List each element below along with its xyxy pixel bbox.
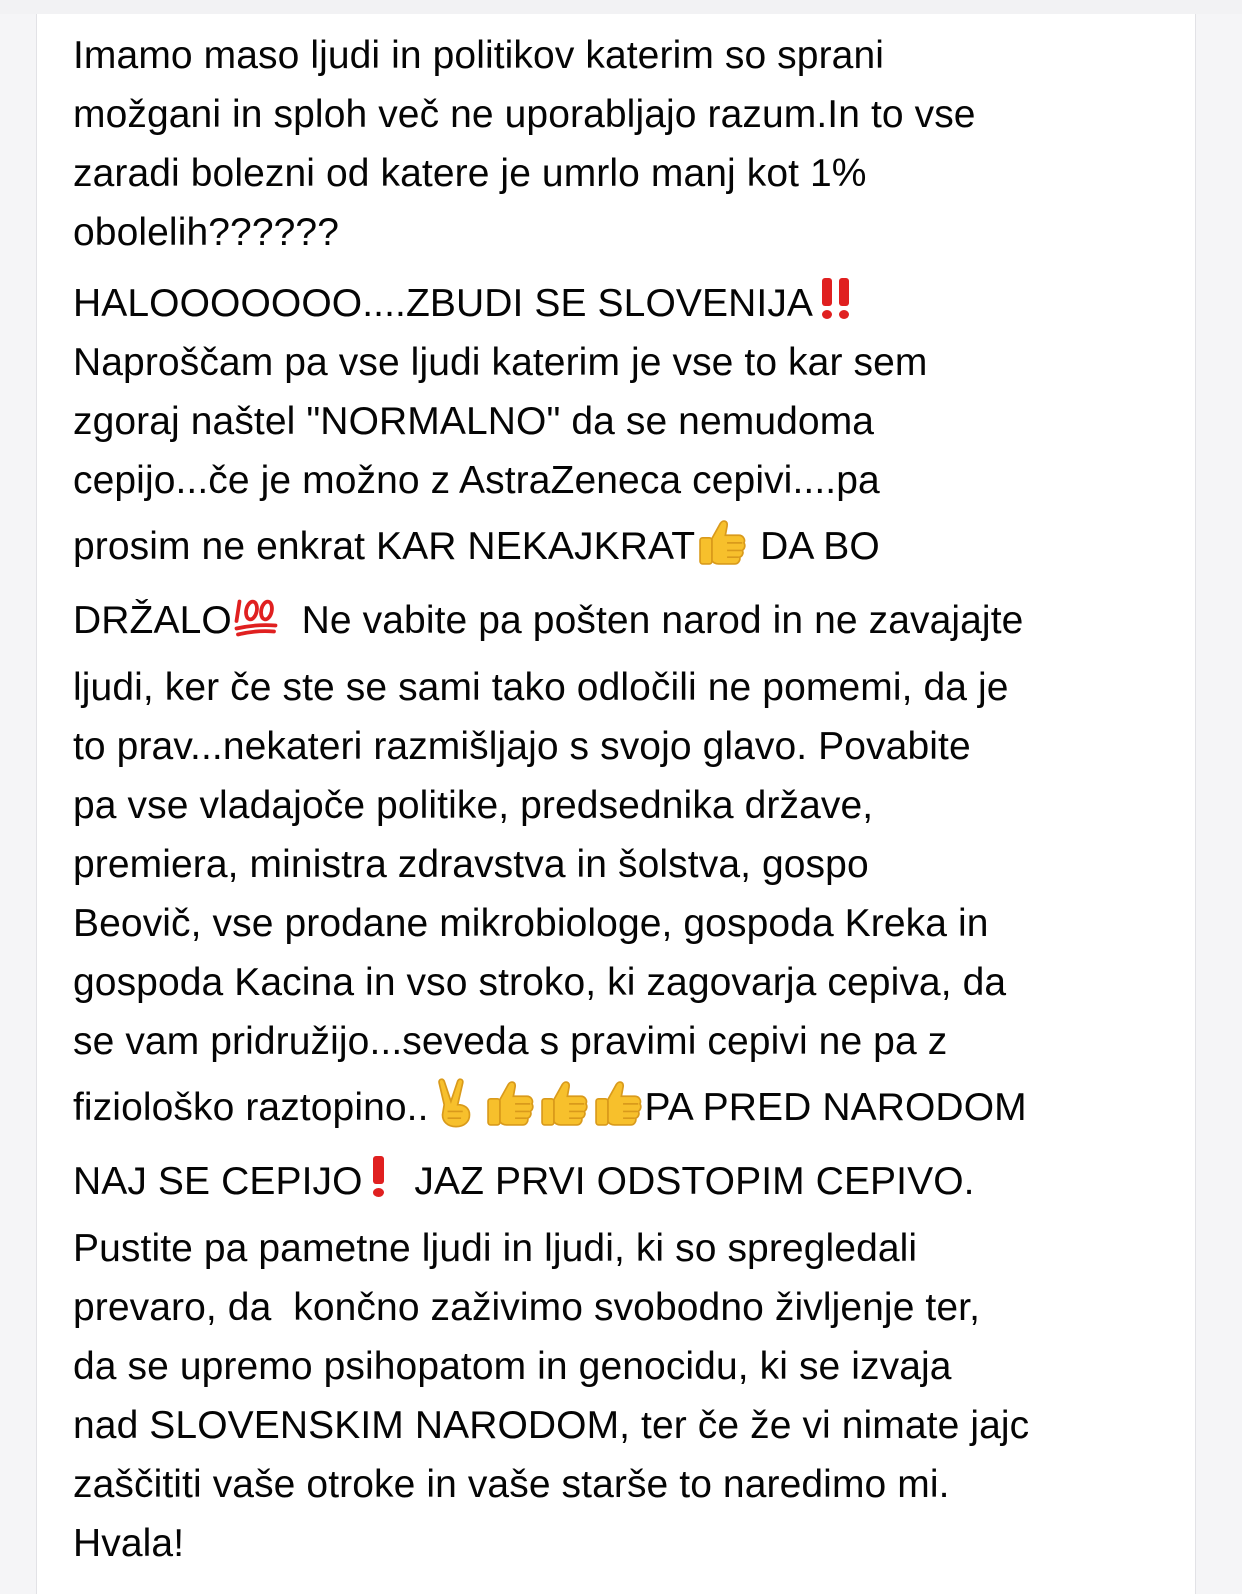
text-segment: fiziološko raztopino.. <box>73 1086 429 1129</box>
text-line: cepijo...če je možno z AstraZeneca cepivi....pa <box>73 459 880 502</box>
text-line: možgani in sploh več ne uporabljajo razum.In to vse <box>73 93 976 136</box>
thumbs-up-icon <box>591 1076 645 1130</box>
text-segment: PA PRED NARODOM <box>644 1086 1027 1129</box>
double-exclamation-icon <box>813 276 859 320</box>
paragraph-2 <box>73 274 1173 1573</box>
headline-text: HALOOOOOOO....ZBUDI SE SLOVENIJA <box>73 282 814 325</box>
thumbs-up-icon <box>537 1076 591 1130</box>
text-line: Naproščam pa vse ljudi katerim je vse to kar sem <box>73 341 928 384</box>
text-line: pa vse vladajoče politike, predsednika države, <box>73 784 874 827</box>
text-segment: prosim ne enkrat KAR NEKAJKRAT <box>73 525 696 568</box>
text-line: Beovič, vse prodane mikrobiologe, gospoda Kreka in <box>73 902 989 945</box>
text-segment: DRŽALO <box>73 599 232 642</box>
text-line <box>73 510 1173 584</box>
thumbs-up-icon <box>483 1076 537 1130</box>
text-segment: DA BO <box>749 525 880 568</box>
text-line <box>73 1071 1173 1145</box>
text-line: to prav...nekateri razmišljajo s svojo glavo. Povabite <box>73 725 971 768</box>
paragraph-1 <box>73 26 1173 262</box>
text-line: ljudi, ker če ste se sami tako odločili ne pomemi, da je <box>73 666 1009 709</box>
victory-hand-icon <box>429 1076 483 1130</box>
text-line: zaradi bolezni od katere je umrlo manj kot 1% <box>73 152 867 195</box>
text-line: premiera, ministra zdravstva in šolstva, gospo <box>73 843 869 886</box>
text-line: gospoda Kacina in vso stroko, ki zagovarja cepiva, da <box>73 961 1007 1004</box>
text-segment: JAZ PRVI ODSTOPIM CEPIVO. <box>392 1160 975 1203</box>
top-edge <box>0 0 1242 14</box>
text-line: obolelih?????? <box>73 211 339 254</box>
thumbs-up-icon <box>695 515 749 569</box>
text-segment: Ne vabite pa pošten narod in ne zavajajte <box>279 599 1024 642</box>
text-line: se vam pridružijo...seveda s pravimi cepivi ne pa z <box>73 1020 948 1063</box>
text-line: Hvala! <box>73 1522 185 1565</box>
text-line: Imamo maso ljudi in politikov katerim so sprani <box>73 34 884 77</box>
text-line <box>73 274 1173 333</box>
post-card <box>36 14 1196 1594</box>
text-line <box>73 1145 1173 1219</box>
text-line: Pustite pa pametne ljudi in ljudi, ki so spregledali <box>73 1227 918 1270</box>
text-line: zgoraj naštel "NORMALNO" da se nemudoma <box>73 400 875 443</box>
post-text <box>73 26 1173 1573</box>
text-line: prevaro, da končno zaživimo svobodno življenje ter, <box>73 1286 981 1329</box>
text-line <box>73 584 1173 658</box>
text-line: da se upremo psihopatom in genocidu, ki se izvaja <box>73 1345 952 1388</box>
text-line: nad SLOVENSKIM NARODOM, ter če že vi nimate jajc <box>73 1404 1030 1447</box>
exclamation-icon <box>363 1154 393 1198</box>
text-segment: NAJ SE CEPIJO <box>73 1160 363 1203</box>
hundred-points-icon <box>232 591 280 639</box>
text-line: zaščititi vaše otroke in vaše starše to naredimo mi. <box>73 1463 950 1506</box>
